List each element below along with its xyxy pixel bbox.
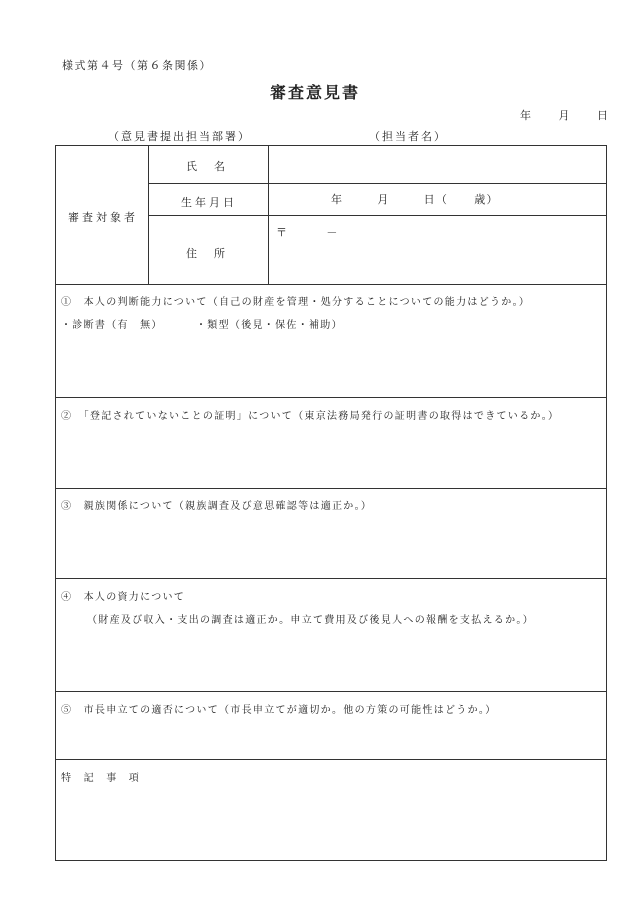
name-value[interactable] bbox=[276, 158, 596, 174]
subject-section-label: 審査対象者 bbox=[68, 211, 138, 224]
section-divider-6 bbox=[56, 759, 606, 760]
department-label: （意見書提出担当部署） bbox=[108, 130, 251, 143]
date-day-label: 日 bbox=[597, 109, 609, 122]
section-4-title: ④ 本人の資力について bbox=[61, 592, 186, 603]
form-number: 様式第４号（第６条関係） bbox=[62, 59, 212, 72]
section-divider-1 bbox=[56, 284, 606, 285]
date-year-label: 年 bbox=[520, 109, 532, 122]
review-form-table bbox=[55, 145, 607, 861]
section-2-title: ② 「登記されていないことの証明」について（東京法務局発行の証明書の取得はできているか。） bbox=[61, 411, 560, 422]
date-line bbox=[520, 107, 609, 123]
birth-date-label: 生年月日 bbox=[181, 196, 237, 209]
section-3-title: ③ 親族関係について（親族調査及び意思確認等は適正か。） bbox=[61, 501, 373, 512]
section-divider-4 bbox=[56, 578, 606, 579]
name-label: 氏 名 bbox=[186, 160, 228, 173]
address-value[interactable] bbox=[276, 224, 339, 240]
page-title: 審査意見書 bbox=[269, 83, 360, 102]
name-row-divider bbox=[148, 183, 607, 184]
section-1-title: ① 本人の判断能力について（自己の財産を管理・処分することについての能力はどうか。） bbox=[61, 297, 531, 308]
birth-year-label: 年 bbox=[331, 193, 344, 206]
section-divider-3 bbox=[56, 488, 606, 489]
date-month-label: 月 bbox=[558, 109, 571, 122]
section-1-sub-diagnosis: ・診断書（有 無） bbox=[61, 320, 163, 331]
section-divider-2 bbox=[56, 397, 606, 398]
birth-month-label: 月 bbox=[377, 193, 390, 206]
section-4-sub: （財産及び収入・支出の調査は適正か。申立て費用及び後見人への報酬を支払えるか。） bbox=[87, 615, 534, 626]
section-divider-5 bbox=[56, 691, 606, 692]
birth-date-value[interactable] bbox=[331, 191, 499, 207]
person-in-charge-label: （担当者名） bbox=[369, 130, 447, 143]
birth-row-divider bbox=[148, 215, 607, 216]
address-label: 住 所 bbox=[186, 247, 228, 260]
section-6-title: 特 記 事 項 bbox=[61, 773, 141, 784]
section-1-sub-type: ・類型（後見・保佐・補助） bbox=[196, 320, 343, 331]
section-5-title: ⑤ 市長申立ての適否について（市長申立てが適切か。他の方策の可能性はどうか。） bbox=[61, 705, 497, 716]
birth-day-label: 日（ bbox=[423, 193, 449, 206]
postal-mark: 〒 bbox=[276, 226, 289, 239]
age-label: 歳） bbox=[474, 193, 499, 206]
postal-dash: － bbox=[326, 226, 339, 239]
